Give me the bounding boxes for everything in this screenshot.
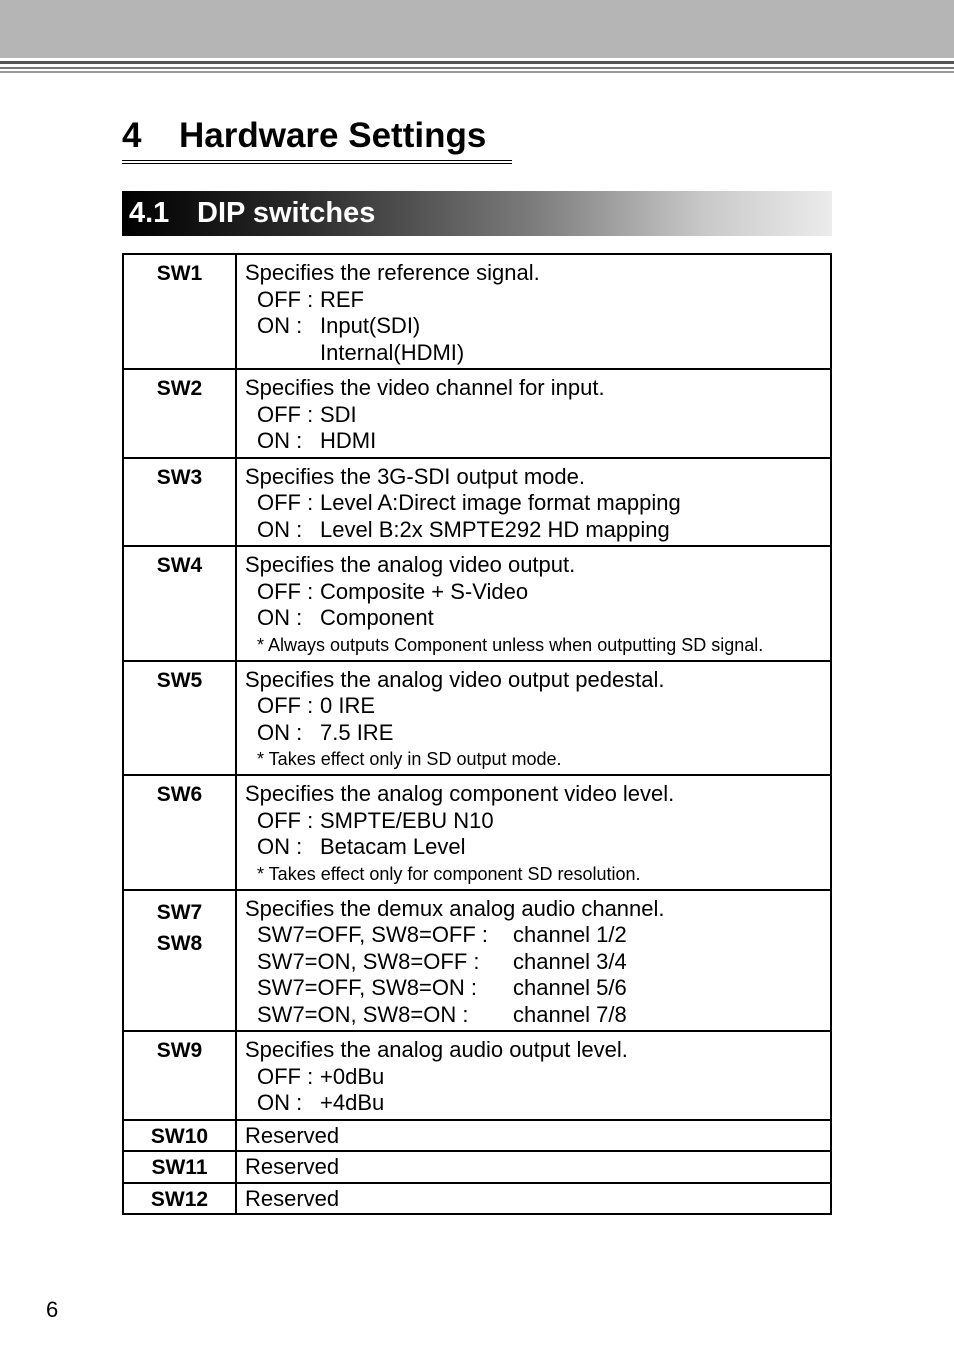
option-line [245,1064,822,1091]
option-key: OFF : [257,401,314,427]
page-number: 6 [46,1297,59,1322]
option-key: ON : [257,834,303,859]
option-key: ON : [257,719,303,745]
footnote: * Always outputs Component unless when outputting SD signal. [257,634,764,655]
table-row [123,1031,831,1120]
option-key: OFF : [257,807,314,833]
chapter-number: 4 [122,116,142,155]
switch-description [236,775,831,890]
footnote: * Takes effect only in SD output mode. [257,749,562,769]
option-value: Level A:Direct image format mapping [320,490,681,515]
option-key: SW7=OFF, SW8=ON : [257,975,478,1000]
option-line [245,579,822,606]
option-value: Component [320,605,434,630]
option-key: ON : [257,313,303,338]
option-key: OFF : [257,1063,314,1089]
description-text: Specifies the analog audio output level. [245,1037,628,1062]
option-line [245,402,822,429]
option-value: +0dBu [320,1063,385,1089]
table-row [123,1183,831,1215]
switch-description [236,458,831,547]
dip-switch-table [122,253,832,1215]
table-row [123,1120,831,1152]
switch-label: SW10 [123,1120,236,1152]
switch-description [236,661,831,776]
header-rule [0,67,954,69]
switch-description [236,1031,831,1120]
option-value: Level B:2x SMPTE292 HD mapping [320,516,670,542]
description-text: Specifies the demux analog audio channel. [245,895,665,921]
option-value: HDMI [320,428,377,453]
option-line [245,834,822,861]
switch-label: SW11 [123,1151,236,1183]
option-value: SMPTE/EBU N10 [320,807,494,833]
description-text: Specifies the analog video output pedestal. [245,666,665,692]
option-key: SW7=ON, SW8=ON : [257,1001,469,1027]
chapter-heading [122,114,512,164]
option-line [245,517,822,544]
table-row [123,775,831,890]
switch-description: Reserved [236,1151,831,1183]
option-key: OFF : [257,578,314,604]
switch-description [236,890,831,1032]
switch-label: SW5 [123,661,236,776]
option-key: SW7=ON, SW8=OFF : [257,948,480,974]
option-line [245,975,822,1002]
table-row [123,254,831,369]
table-row [123,661,831,776]
option-line [245,808,822,835]
option-line [245,693,822,720]
option-value: channel 5/6 [513,975,627,1000]
table-row [123,1151,831,1183]
option-value: 0 IRE [320,693,376,718]
option-line [245,922,822,949]
header-band [0,0,954,58]
option-key: SW7=OFF, SW8=OFF : [257,922,489,947]
description-text: Specifies the video channel for input. [245,375,605,400]
switch-label: SW1 [123,254,236,369]
option-value: Composite + S-Video [320,578,529,604]
switch-description [236,254,831,369]
header-rule [0,61,954,64]
switch-label: SW9 [123,1031,236,1120]
table-row [123,546,831,661]
option-line [245,428,822,455]
switch-label-a: SW7 [156,900,203,924]
option-line [245,1090,822,1117]
option-value: SDI [320,401,357,427]
option-line [245,949,822,976]
option-line [245,605,822,632]
option-value: Input(SDI) [320,313,421,338]
option-value: channel 1/2 [513,922,627,947]
table-row [123,890,831,1032]
option-value: REF [320,286,364,312]
description-text: Specifies the analog component video level. [245,781,675,806]
option-key: ON : [257,1090,303,1115]
switch-description [236,546,831,661]
switch-description: Reserved [236,1120,831,1152]
section-title: DIP switches [197,197,376,229]
option-value: 7.5 IRE [320,719,394,745]
description-text: Specifies the analog video output. [245,552,576,577]
option-key: ON : [257,428,303,453]
option-value: channel 7/8 [513,1001,627,1027]
switch-label-b: SW8 [156,931,203,955]
option-value: +4dBu [320,1090,385,1115]
footnote: * Takes effect only for component SD resolution. [257,863,641,884]
option-key: ON : [257,605,303,630]
switch-label: SW12 [123,1183,236,1215]
switch-label [123,890,236,1032]
switch-label: SW6 [123,775,236,890]
option-line [245,1002,822,1029]
option-value: channel 3/4 [513,948,627,974]
switch-label: SW2 [123,369,236,458]
table-row [123,458,831,547]
option-line [245,313,822,340]
option-key: OFF : [257,693,314,718]
switch-description: Reserved [236,1183,831,1215]
option-line [245,720,822,747]
header-rule [0,71,954,73]
option-key: OFF : [257,490,314,515]
option-line [245,490,822,517]
chapter-title: Hardware Settings [179,116,487,155]
description-text: Specifies the 3G-SDI output mode. [245,463,585,489]
option-key: ON : [257,516,303,542]
switch-label: SW4 [123,546,236,661]
option-line [245,287,822,314]
switch-label: SW3 [123,458,236,547]
section-heading [122,191,832,236]
table-row [123,369,831,458]
switch-description [236,369,831,458]
option-continuation: Internal(HDMI) [320,339,465,365]
section-number: 4.1 [129,197,170,229]
description-text: Specifies the reference signal. [245,260,540,285]
option-key: OFF : [257,286,314,312]
option-value: Betacam Level [320,834,466,859]
